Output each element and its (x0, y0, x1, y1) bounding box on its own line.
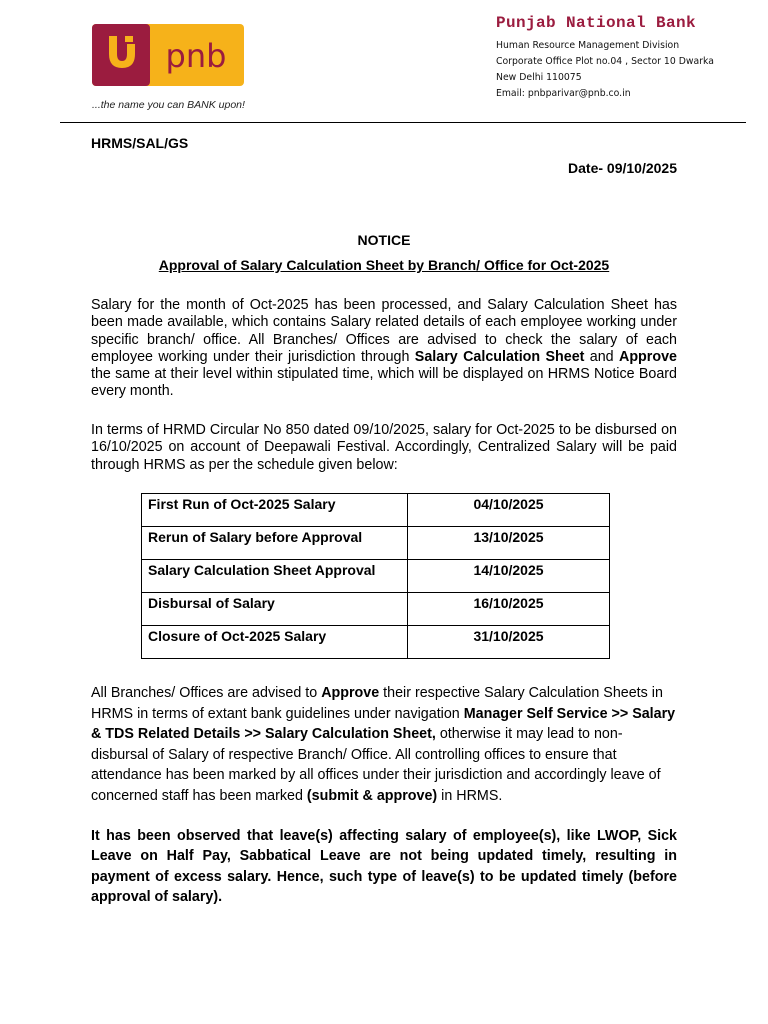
bank-tagline: ...the name you can BANK upon! (92, 99, 245, 111)
address-office: Corporate Office Plot no.04 , Sector 10 Dwarka (496, 56, 714, 67)
address-division: Human Resource Management Division (496, 40, 680, 51)
schedule-date: 31/10/2025 (408, 626, 610, 659)
table-row (142, 560, 610, 593)
paragraph-circular: In terms of HRMD Circular No 850 dated 09/10/2025, salary for Oct-2025 to be disbursed on 16/10/2025 on account of Deepawali Festival. Accordingly, Centralized Salary will be paid through HRMS as per the schedule given below: (91, 422, 677, 473)
table-row (142, 593, 610, 626)
pnb-logo (92, 24, 244, 86)
address-city: New Delhi 110075 (496, 72, 582, 83)
table-row (142, 494, 610, 527)
address-email: Email: pnbparivar@pnb.co.in (496, 88, 631, 99)
reference-number: HRMS/SAL/GS (91, 135, 189, 151)
schedule-date: 04/10/2025 (408, 494, 610, 527)
header-divider (60, 122, 746, 123)
schedule-date: 14/10/2025 (408, 560, 610, 593)
paragraph-intro: Salary for the month of Oct-2025 has been processed, and Salary Calculation Sheet has been made available, which contains Salary related details of each employee working under specific branch/ office. All Branches/ Offices are advised to check the salary of each employee working under their jurisdiction through Salary Calculation Sheet and Approve the same at their level within stipulated time, which will be displayed on HRMS Notice Board every month. (91, 297, 677, 400)
schedule-date: 13/10/2025 (408, 527, 610, 560)
table-row (142, 626, 610, 659)
schedule-event: Rerun of Salary before Approval (142, 527, 408, 560)
salary-schedule-table (141, 493, 610, 659)
schedule-event: Disbursal of Salary (142, 593, 408, 626)
logo-wordmark: pnb (165, 37, 227, 75)
schedule-event: First Run of Oct-2025 Salary (142, 494, 408, 527)
schedule-date: 16/10/2025 (408, 593, 610, 626)
table-row (142, 527, 610, 560)
schedule-event: Closure of Oct-2025 Salary (142, 626, 408, 659)
paragraph-leave-warning: It has been observed that leave(s) affecting salary of employee(s), like LWOP, Sick Leave on Half Pay, Sabbatical Leave are not being updated timely, resulting in payment of excess salary. Hence, such type of leave(s) to be updated timely (before approval of salary). (91, 828, 677, 905)
schedule-event: Salary Calculation Sheet Approval (142, 560, 408, 593)
notice-heading: NOTICE (357, 232, 411, 248)
paragraph-approval-instructions: All Branches/ Offices are advised to Approve their respective Salary Calculation Sheets in HRMS in terms of extant bank guidelines under navigation Manager Self Service >> Salary & TDS Related Details >> Salary Calculation Sheet, otherwise it may lead to non-disbursal of Salary of respective Branch/ Office. All controlling offices to ensure that attendance has been marked by all offices under their jurisdiction and accordingly leave of concerned staff has been marked (submit & approve) in HRMS. (91, 685, 676, 804)
notice-subject: Approval of Salary Calculation Sheet by Branch/ Office for Oct-2025 (158, 257, 610, 273)
notice-date: Date- 09/10/2025 (568, 160, 677, 176)
bank-name: Punjab National Bank (496, 14, 697, 32)
